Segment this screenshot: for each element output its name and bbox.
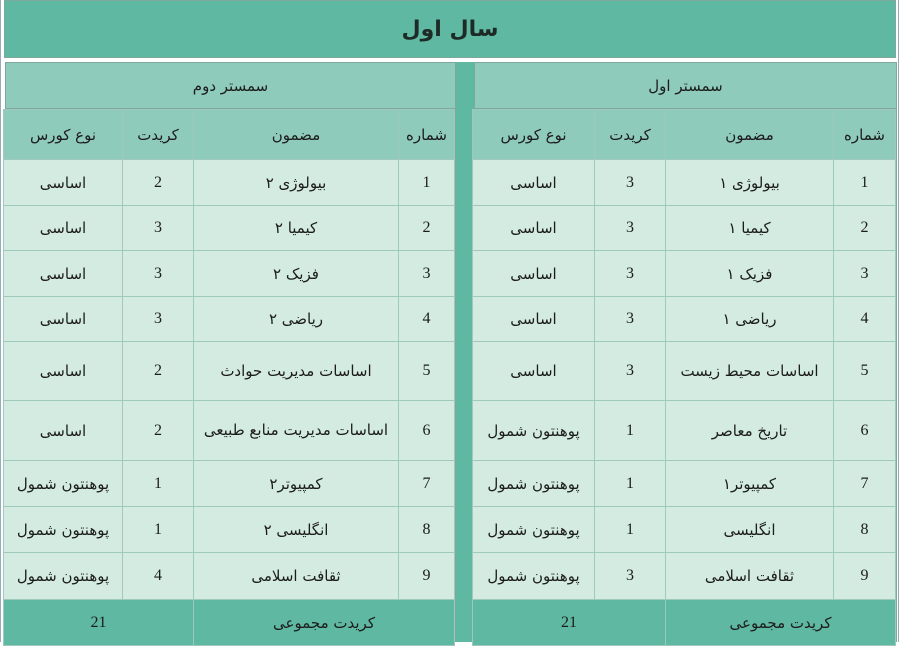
table-row (4, 507, 455, 553)
cell-credit[interactable]: 1 (123, 507, 194, 553)
cell-course-type[interactable]: اساسی (473, 251, 595, 297)
table-row (4, 553, 455, 600)
table-row (4, 160, 455, 206)
cell-subject[interactable]: انگلیسی (666, 507, 834, 553)
column-header-number: شماره (834, 110, 896, 160)
total-row (4, 600, 455, 646)
table-row (4, 206, 455, 251)
cell-number[interactable]: 8 (834, 507, 896, 553)
total-row (473, 600, 896, 646)
cell-course-type[interactable]: پوهنتون شمول (4, 507, 123, 553)
cell-subject[interactable]: اساسات محیط زیست (666, 342, 834, 401)
cell-credit[interactable]: 3 (123, 206, 194, 251)
cell-subject[interactable]: کمپیوتر۱ (666, 461, 834, 507)
cell-subject[interactable]: بیولوژی ۱ (666, 160, 834, 206)
cell-subject[interactable]: فزیک ۱ (666, 251, 834, 297)
column-header-number: شماره (399, 110, 455, 160)
cell-course-type[interactable]: پوهنتون شمول (473, 507, 595, 553)
cell-number[interactable]: 3 (399, 251, 455, 297)
cell-course-type[interactable]: پوهنتون شمول (473, 461, 595, 507)
cell-subject[interactable]: ثقافت اسلامی (666, 553, 834, 600)
table-row (4, 342, 455, 401)
column-header-course-type: نوع کورس (4, 110, 123, 160)
table-row (473, 401, 896, 461)
semester-1-courses (472, 109, 896, 646)
semester-2-table (5, 62, 456, 642)
cell-course-type[interactable]: اساسی (473, 342, 595, 401)
cell-course-type[interactable]: پوهنتون شمول (4, 461, 123, 507)
cell-course-type[interactable]: اساسی (473, 160, 595, 206)
cell-course-type[interactable]: اساسی (4, 297, 123, 342)
table-row (473, 507, 896, 553)
semester-2-courses (3, 109, 455, 646)
cell-number[interactable]: 1 (834, 160, 896, 206)
cell-course-type[interactable]: پوهنتون شمول (473, 401, 595, 461)
table-row (473, 206, 896, 251)
cell-subject[interactable]: کمپیوتر۲ (194, 461, 399, 507)
cell-subject[interactable]: کیمیا ۱ (666, 206, 834, 251)
cell-number[interactable]: 3 (834, 251, 896, 297)
cell-number[interactable]: 2 (399, 206, 455, 251)
column-header-credit: کریدت (123, 110, 194, 160)
table-row (473, 297, 896, 342)
cell-credit[interactable]: 3 (595, 342, 666, 401)
cell-number[interactable]: 4 (399, 297, 455, 342)
cell-number[interactable]: 8 (399, 507, 455, 553)
table-row (473, 342, 896, 401)
total-credit-label[interactable]: کریدت مجموعی (194, 600, 455, 646)
cell-subject[interactable]: انگلیسی ۲ (194, 507, 399, 553)
cell-credit[interactable]: 3 (595, 206, 666, 251)
table-row (473, 251, 896, 297)
semester-2-title: سمستر دوم (6, 63, 455, 109)
cell-subject[interactable]: کیمیا ۲ (194, 206, 399, 251)
cell-course-type[interactable]: پوهنتون شمول (473, 553, 595, 600)
table-row (4, 251, 455, 297)
cell-subject[interactable]: فزیک ۲ (194, 251, 399, 297)
year-title: سال اول (4, 0, 896, 58)
cell-credit[interactable]: 1 (123, 461, 194, 507)
cell-subject[interactable]: تاریخ معاصر (666, 401, 834, 461)
cell-credit[interactable]: 3 (595, 251, 666, 297)
cell-credit[interactable]: 3 (595, 160, 666, 206)
cell-credit[interactable]: 2 (123, 401, 194, 461)
cell-credit[interactable]: 3 (123, 297, 194, 342)
table-row (4, 297, 455, 342)
cell-number[interactable]: 9 (399, 553, 455, 600)
total-credit-value[interactable]: 21 (4, 600, 194, 646)
cell-number[interactable]: 5 (399, 342, 455, 401)
total-credit-value[interactable]: 21 (473, 600, 666, 646)
cell-subject[interactable]: اساسات مدیریت حوادث (194, 342, 399, 401)
cell-subject[interactable]: بیولوژی ۲ (194, 160, 399, 206)
cell-subject[interactable]: ریاضی ۱ (666, 297, 834, 342)
cell-subject[interactable]: ریاضی ۲ (194, 297, 399, 342)
cell-course-type[interactable]: اساسی (4, 401, 123, 461)
cell-credit[interactable]: 3 (595, 553, 666, 600)
cell-course-type[interactable]: پوهنتون شمول (4, 553, 123, 600)
cell-subject[interactable]: ثقافت اسلامی (194, 553, 399, 600)
cell-number[interactable]: 4 (834, 297, 896, 342)
cell-course-type[interactable]: اساسی (4, 206, 123, 251)
cell-number[interactable]: 2 (834, 206, 896, 251)
cell-course-type[interactable]: اساسی (4, 342, 123, 401)
cell-number[interactable]: 9 (834, 553, 896, 600)
column-header-course-type: نوع کورس (473, 110, 595, 160)
cell-number[interactable]: 1 (399, 160, 455, 206)
column-header-credit: کریدت (595, 110, 666, 160)
cell-number[interactable]: 7 (399, 461, 455, 507)
cell-credit[interactable]: 3 (123, 251, 194, 297)
cell-credit[interactable]: 2 (123, 160, 194, 206)
cell-number[interactable]: 6 (834, 401, 896, 461)
cell-number[interactable]: 7 (834, 461, 896, 507)
cell-credit[interactable]: 1 (595, 507, 666, 553)
cell-course-type[interactable]: اساسی (473, 206, 595, 251)
cell-credit[interactable]: 4 (123, 553, 194, 600)
cell-credit[interactable]: 1 (595, 401, 666, 461)
table-row (4, 401, 455, 461)
table-row (4, 461, 455, 507)
column-header-subject: مضمون (666, 110, 834, 160)
cell-credit[interactable]: 3 (595, 297, 666, 342)
table-row (473, 160, 896, 206)
table-row (473, 461, 896, 507)
cell-course-type[interactable]: اساسی (473, 297, 595, 342)
semester-1-table (474, 62, 897, 642)
cell-subject[interactable]: اساسات مدیریت منابع طبیعی (194, 401, 399, 461)
total-credit-label[interactable]: کریدت مجموعی (666, 600, 896, 646)
cell-credit[interactable]: 2 (123, 342, 194, 401)
cell-number[interactable]: 5 (834, 342, 896, 401)
cell-number[interactable]: 6 (399, 401, 455, 461)
table-row (473, 553, 896, 600)
cell-course-type[interactable]: اساسی (4, 251, 123, 297)
cell-course-type[interactable]: اساسی (4, 160, 123, 206)
semester-1-title: سمستر اول (475, 63, 896, 109)
cell-credit[interactable]: 1 (595, 461, 666, 507)
column-header-subject: مضمون (194, 110, 399, 160)
